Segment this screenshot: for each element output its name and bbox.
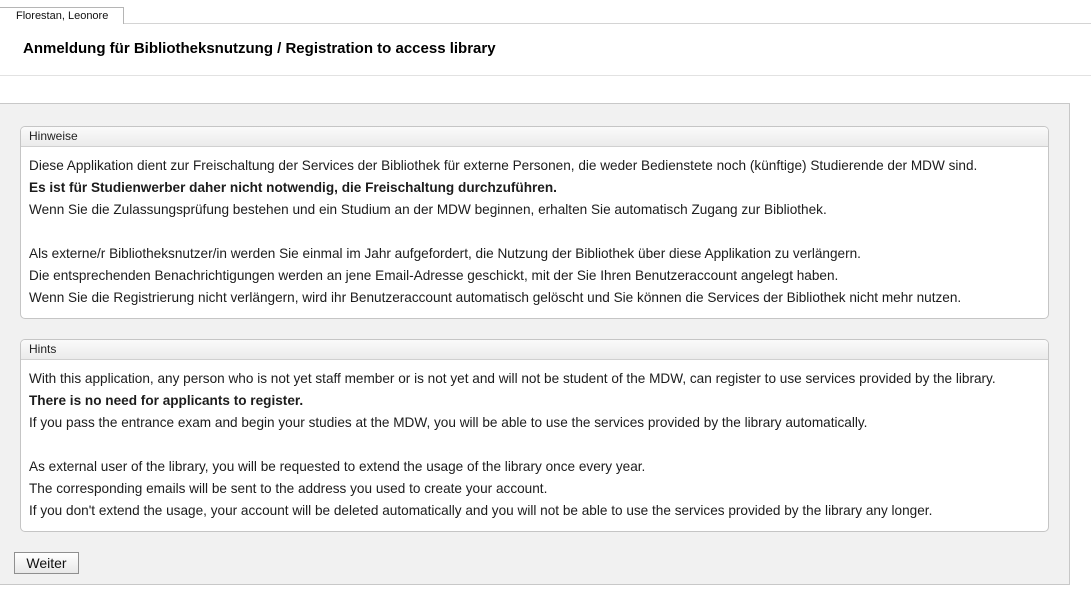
hint-text: Wenn Sie die Zulassungsprüfung bestehen und ein Studium an der MDW beginnen, erhalten Sie automatisch Zugang zur Bibliothek.	[29, 202, 827, 217]
tab-user-account[interactable]: Florestan, Leonore	[0, 7, 124, 24]
header-divider	[0, 75, 1091, 76]
hint-text: Die entsprechenden Benachrichtigungen werden an jene Email-Adresse geschickt, mit der Sie Ihren Benutzeraccount angelegt haben.	[29, 268, 839, 283]
panel-body-english	[21, 360, 1048, 530]
hint-text-bold: Es ist für Studienwerber daher nicht notwendig, die Freischaltung durchzuführen.	[29, 180, 557, 195]
panel-header-hinweise: Hinweise	[21, 127, 1048, 147]
page-title: Anmeldung für Bibliotheksnutzung / Registration to access library	[23, 40, 496, 57]
hint-text: As external user of the library, you will be requested to extend the usage of the library once every year.	[29, 459, 646, 474]
hint-text: Wenn Sie die Registrierung nicht verlängern, wird ihr Benutzeraccount automatisch gelöscht und Sie können die Services der Bibliothek nicht mehr nutzen.	[29, 290, 962, 305]
panel-body-german	[21, 147, 1048, 317]
hints-panel-english	[20, 339, 1049, 532]
tab-bar	[0, 0, 1091, 24]
hints-panel-german	[20, 126, 1049, 319]
hint-text: Als externe/r Bibliotheksnutzer/in werden Sie einmal im Jahr aufgefordert, die Nutzung der Bibliothek über diese Applikation zu verlängern.	[29, 246, 861, 261]
hint-text: Diese Applikation dient zur Freischaltung der Services der Bibliothek für externe Personen, die weder Bedienstete noch (künftige) Studierende der MDW sind.	[29, 158, 978, 173]
panel-header-hints: Hints	[21, 340, 1048, 360]
weiter-button[interactable]: Weiter	[14, 552, 79, 574]
hint-text: With this application, any person who is not yet staff member or is not yet and will not be student of the MDW, can register to use services provided by the library.	[29, 371, 996, 386]
hint-text: If you don't extend the usage, your account will be deleted automatically and you will not be able to use the services provided by the library any longer.	[29, 503, 933, 518]
hint-text: If you pass the entrance exam and begin your studies at the MDW, you will be able to use the services provided by the library automatically.	[29, 415, 868, 430]
hint-text-bold: There is no need for applicants to register.	[29, 393, 304, 408]
hint-text: The corresponding emails will be sent to the address you used to create your account.	[29, 481, 548, 496]
